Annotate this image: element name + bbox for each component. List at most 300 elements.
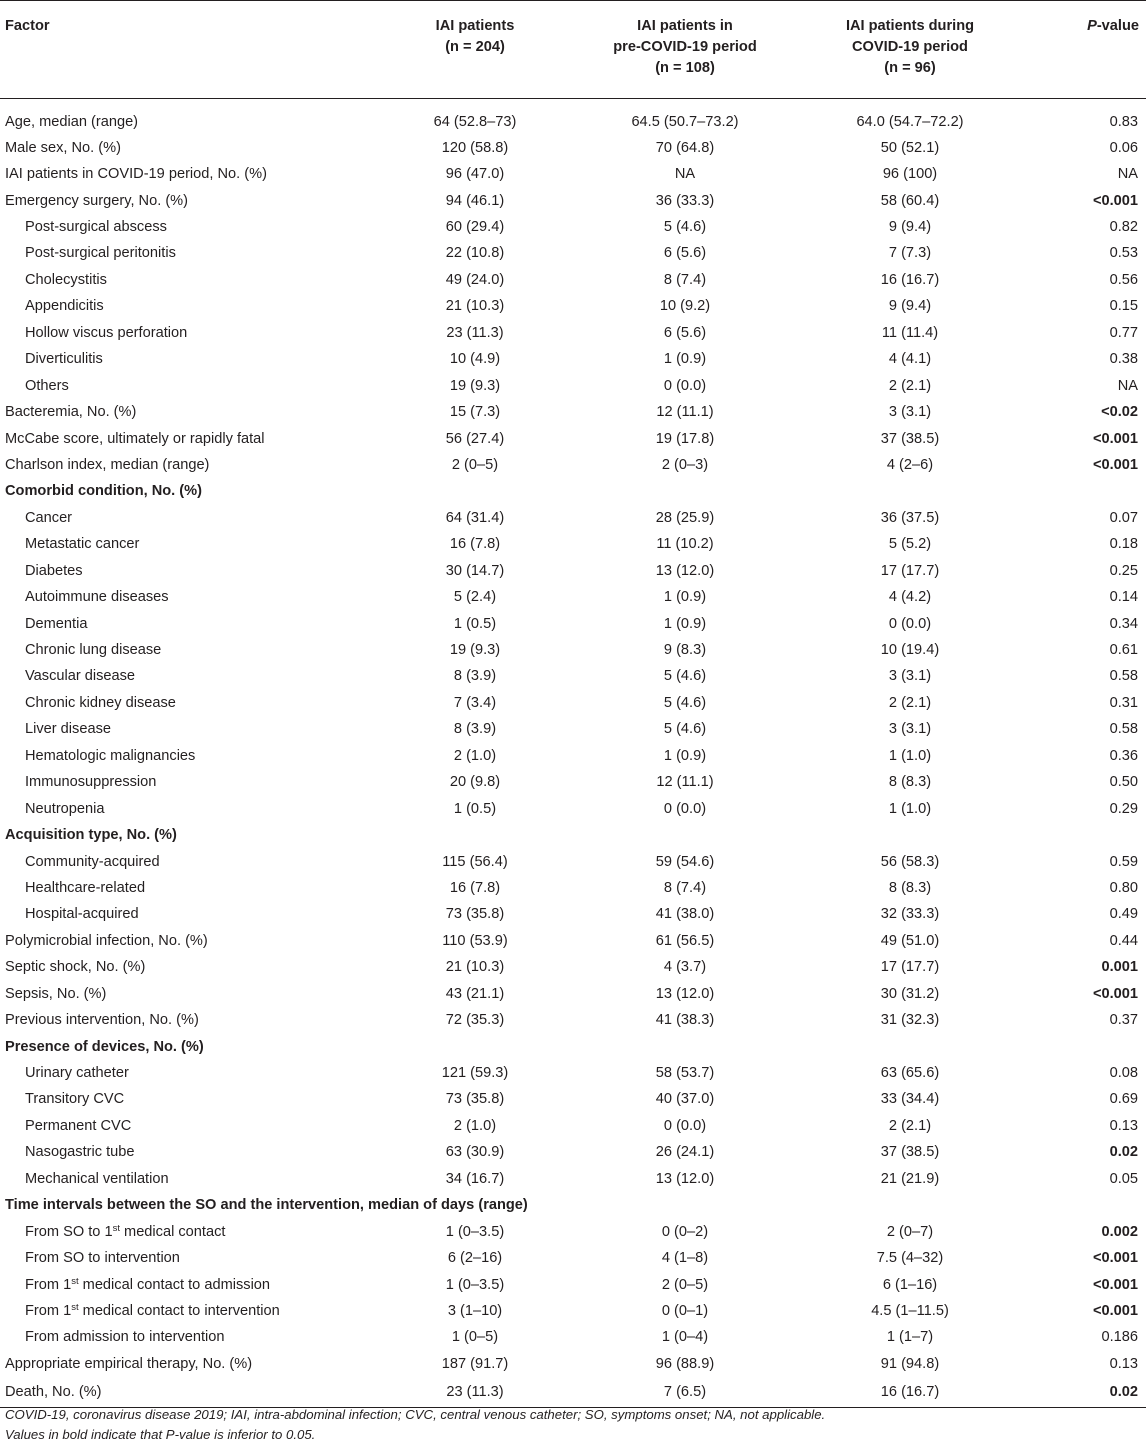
p-value-cell: 0.13 <box>1109 1355 1138 1372</box>
during-covid-cell: 8 (8.3) <box>888 774 932 791</box>
p-value-cell: 0.80 <box>1109 879 1138 896</box>
during-covid-cell <box>800 1192 1020 1218</box>
table-row <box>0 187 1146 213</box>
during-covid-cell <box>800 822 1020 848</box>
p-value-cell: 0.53 <box>1109 245 1138 262</box>
all-patients-cell: 2 (0–5) <box>451 456 499 473</box>
all-patients-cell: 2 (1.0) <box>453 1117 497 1134</box>
factor-cell: From SO to 1st medical contact <box>25 1222 226 1240</box>
table-row <box>0 320 1146 346</box>
table-row <box>0 1298 1146 1324</box>
header-row <box>0 1 1146 99</box>
p-value-cell: 0.83 <box>1109 113 1138 130</box>
pre-covid-cell: 4 (1–8) <box>661 1250 709 1267</box>
table-body <box>0 99 1146 1408</box>
during-covid-cell: 50 (52.1) <box>880 139 940 156</box>
during-covid-cell: 3 (3.1) <box>888 668 932 685</box>
factor-cell: McCabe score, ultimately or rapidly fatal <box>5 430 265 447</box>
factor-cell: Hematologic malignancies <box>25 747 196 764</box>
table-row <box>0 584 1146 610</box>
table-row <box>0 558 1146 584</box>
header-during-covid: IAI patients during COVID-19 period (n = 96) <box>845 18 975 76</box>
pre-covid-cell: 13 (12.0) <box>655 562 715 579</box>
table-row <box>0 1139 1146 1165</box>
p-value-cell: 0.02 <box>1109 1144 1138 1161</box>
pre-covid-cell: NA <box>674 166 696 183</box>
pre-covid-cell: 19 (17.8) <box>655 430 715 447</box>
all-patients-cell: 115 (56.4) <box>442 853 508 870</box>
during-covid-cell: 17 (17.7) <box>880 959 940 976</box>
pre-covid-cell: 41 (38.0) <box>655 906 715 923</box>
factor-cell: Presence of devices, No. (%) <box>5 1038 204 1055</box>
factor-cell: Nasogastric tube <box>25 1144 135 1161</box>
pre-covid-cell: 8 (7.4) <box>663 879 707 896</box>
footnote-abbreviations: COVID-19, coronavirus disease 2019; IAI, intra-abdominal infection; CVC, central venous catheter; SO, symptoms onset; NA, not applicable. <box>5 1407 826 1422</box>
p-value-cell: 0.05 <box>1109 1170 1138 1187</box>
table-row <box>0 954 1146 980</box>
during-covid-cell: 4 (4.1) <box>888 351 932 368</box>
pre-covid-cell: 6 (5.6) <box>663 324 707 341</box>
during-covid-cell: 17 (17.7) <box>880 562 940 579</box>
all-patients-cell: 19 (9.3) <box>449 377 501 394</box>
during-covid-cell: 4 (4.2) <box>888 589 932 606</box>
all-patients-cell: 21 (10.3) <box>445 959 505 976</box>
factor-cell: Previous intervention, No. (%) <box>5 1012 199 1029</box>
during-covid-cell: 37 (38.5) <box>880 430 940 447</box>
during-covid-cell: 63 (65.6) <box>880 1065 940 1082</box>
pre-covid-cell: 59 (54.6) <box>655 853 715 870</box>
all-patients-cell: 22 (10.8) <box>445 245 505 262</box>
table-row <box>0 1324 1146 1350</box>
all-patients-cell <box>380 478 570 504</box>
p-value-cell: 0.58 <box>1109 721 1138 738</box>
p-value-cell: <0.001 <box>1092 1276 1138 1293</box>
all-patients-cell: 10 (4.9) <box>449 351 501 368</box>
table-row <box>0 240 1146 266</box>
table-row <box>0 425 1146 451</box>
p-value-cell: 0.77 <box>1109 324 1138 341</box>
pre-covid-cell: 64.5 (50.7–73.2) <box>631 113 739 130</box>
pre-covid-cell: 40 (37.0) <box>655 1091 715 1108</box>
table-row <box>0 769 1146 795</box>
table-row <box>0 505 1146 531</box>
table-row <box>0 795 1146 821</box>
table-row <box>0 928 1146 954</box>
p-value-cell: <0.001 <box>1092 1250 1138 1267</box>
factor-cell: Vascular disease <box>25 668 136 685</box>
header-all-patients: IAI patients (n = 204) <box>435 18 515 55</box>
factor-cell: Cancer <box>25 509 73 526</box>
p-value-cell: 0.186 <box>1101 1329 1138 1346</box>
factor-cell: Bacteremia, No. (%) <box>5 404 137 421</box>
all-patients-cell: 34 (16.7) <box>445 1170 505 1187</box>
all-patients-cell: 73 (35.8) <box>445 906 505 923</box>
factor-cell: Urinary catheter <box>25 1065 129 1082</box>
table-row <box>0 293 1146 319</box>
all-patients-cell: 110 (53.9) <box>442 932 508 949</box>
during-covid-cell: 49 (51.0) <box>880 932 940 949</box>
p-value-cell: 0.36 <box>1109 747 1138 764</box>
p-value-cell: 0.13 <box>1109 1117 1138 1134</box>
table-row <box>0 399 1146 425</box>
during-covid-cell <box>800 478 1020 504</box>
pre-covid-cell: 36 (33.3) <box>655 192 715 209</box>
pre-covid-cell: 12 (11.1) <box>656 774 714 791</box>
p-value-cell: 0.58 <box>1109 668 1138 685</box>
during-covid-cell: 58 (60.4) <box>880 192 940 209</box>
pre-covid-cell: 1 (0.9) <box>663 589 707 606</box>
p-value-cell: 0.15 <box>1109 298 1138 315</box>
all-patients-cell: 1 (0–5) <box>451 1329 499 1346</box>
p-value-cell: NA <box>1117 377 1138 394</box>
during-covid-cell: 4 (2–6) <box>886 456 934 473</box>
pre-covid-cell: 1 (0.9) <box>663 747 707 764</box>
factor-cell: Septic shock, No. (%) <box>5 959 146 976</box>
during-covid-cell: 7 (7.3) <box>888 245 932 262</box>
factor-cell: Neutropenia <box>25 800 105 817</box>
pre-covid-cell: 28 (25.9) <box>655 509 715 526</box>
factor-cell: Metastatic cancer <box>25 536 140 553</box>
table-row <box>0 637 1146 663</box>
factor-cell: From admission to intervention <box>25 1329 225 1346</box>
factor-cell: Charlson index, median (range) <box>5 456 210 473</box>
during-covid-cell: 21 (21.9) <box>880 1170 940 1187</box>
during-covid-cell: 91 (94.8) <box>880 1355 940 1372</box>
all-patients-cell: 20 (9.8) <box>449 774 501 791</box>
all-patients-cell: 60 (29.4) <box>445 219 505 236</box>
header-p-value: P-value <box>1087 18 1139 34</box>
factor-cell: From SO to intervention <box>25 1250 180 1267</box>
p-value-cell: 0.69 <box>1109 1091 1138 1108</box>
all-patients-cell: 5 (2.4) <box>453 589 497 606</box>
factor-cell: Liver disease <box>25 721 111 738</box>
pre-covid-cell: 6 (5.6) <box>663 245 707 262</box>
pre-covid-cell: 41 (38.3) <box>655 1012 715 1029</box>
factor-cell: Mechanical ventilation <box>25 1170 169 1187</box>
factor-cell: Cholecystitis <box>25 271 107 288</box>
pre-covid-cell <box>570 822 800 848</box>
p-value-cell: 0.61 <box>1109 642 1138 659</box>
pre-covid-cell: 5 (4.6) <box>663 219 707 236</box>
all-patients-cell: 94 (46.1) <box>445 192 505 209</box>
p-value-cell: 0.07 <box>1109 509 1138 526</box>
p-value-cell: 0.31 <box>1109 694 1138 711</box>
all-patients-cell: 64 (52.8–73) <box>433 113 517 130</box>
factor-cell: Chronic lung disease <box>25 642 162 659</box>
footnote-bold-values: Values in bold indicate that P-value is inferior to 0.05. <box>5 1427 316 1442</box>
all-patients-cell: 6 (2–16) <box>447 1250 503 1267</box>
all-patients-cell: 96 (47.0) <box>445 166 505 183</box>
section-row <box>0 822 1146 848</box>
during-covid-cell: 2 (0–7) <box>886 1223 934 1240</box>
factor-cell: Post-surgical peritonitis <box>25 245 176 262</box>
p-value-cell: 0.06 <box>1109 139 1138 156</box>
all-patients-cell: 19 (9.3) <box>449 642 501 659</box>
factor-cell: Appropriate empirical therapy, No. (%) <box>5 1355 253 1372</box>
factor-cell: Community-acquired <box>25 853 160 870</box>
p-value-cell: <0.001 <box>1092 1302 1138 1319</box>
all-patients-cell: 1 (0.5) <box>453 800 497 817</box>
during-covid-cell <box>800 1033 1020 1059</box>
factor-cell: Hollow viscus perforation <box>25 324 188 341</box>
during-covid-cell: 2 (2.1) <box>888 1117 932 1134</box>
all-patients-cell: 1 (0–3.5) <box>445 1223 505 1240</box>
p-value-cell: 0.82 <box>1109 219 1138 236</box>
p-value-cell: <0.001 <box>1092 430 1138 447</box>
pre-covid-cell: 26 (24.1) <box>655 1144 715 1161</box>
factor-cell: Acquisition type, No. (%) <box>5 827 177 844</box>
table-row <box>0 372 1146 398</box>
section-row <box>0 1033 1146 1059</box>
pre-covid-cell: 13 (12.0) <box>655 1170 715 1187</box>
factor-cell: Male sex, No. (%) <box>5 139 121 156</box>
table-row <box>0 214 1146 240</box>
table-row <box>0 531 1146 557</box>
p-value-cell: 0.002 <box>1101 1223 1138 1240</box>
p-value-cell: 0.37 <box>1109 1012 1138 1029</box>
during-covid-cell: 16 (16.7) <box>880 271 940 288</box>
header-pre-covid: IAI patients in pre-COVID-19 period (n = 108) <box>613 18 757 76</box>
all-patients-cell: 3 (1–10) <box>447 1302 503 1319</box>
pre-covid-cell: 13 (12.0) <box>655 985 715 1002</box>
pre-covid-cell: 5 (4.6) <box>663 694 707 711</box>
p-value-cell: 0.18 <box>1109 536 1138 553</box>
factor-cell: Polymicrobial infection, No. (%) <box>5 932 208 949</box>
p-value-cell: 0.59 <box>1109 853 1138 870</box>
all-patients-cell: 8 (3.9) <box>453 721 497 738</box>
all-patients-cell: 64 (31.4) <box>445 509 505 526</box>
during-covid-cell: 2 (2.1) <box>888 377 932 394</box>
all-patients-cell: 23 (11.3) <box>446 1383 504 1400</box>
section-row <box>0 1192 1146 1218</box>
p-value-cell <box>1020 822 1146 848</box>
pre-covid-cell: 5 (4.6) <box>663 668 707 685</box>
all-patients-cell: 1 (0.5) <box>453 615 497 632</box>
all-patients-cell: 8 (3.9) <box>453 668 497 685</box>
table-row <box>0 690 1146 716</box>
during-covid-cell: 3 (3.1) <box>888 404 932 421</box>
all-patients-cell: 121 (59.3) <box>441 1065 509 1082</box>
p-value-cell: <0.001 <box>1092 192 1138 209</box>
during-covid-cell: 64.0 (54.7–72.2) <box>856 113 964 130</box>
during-covid-cell: 16 (16.7) <box>880 1383 940 1400</box>
pre-covid-cell: 0 (0–2) <box>661 1223 709 1240</box>
table-row <box>0 1377 1146 1407</box>
p-value-cell: 0.50 <box>1109 774 1138 791</box>
table-row <box>0 716 1146 742</box>
p-value-cell: 0.34 <box>1109 615 1138 632</box>
factor-cell: Sepsis, No. (%) <box>5 985 107 1002</box>
p-value-cell: <0.001 <box>1092 456 1138 473</box>
pre-covid-cell: 12 (11.1) <box>656 404 714 421</box>
all-patients-cell: 21 (10.3) <box>445 298 505 315</box>
pre-covid-cell: 61 (56.5) <box>655 932 715 949</box>
table-row <box>0 1166 1146 1192</box>
section-row <box>0 478 1146 504</box>
factor-cell: Permanent CVC <box>25 1117 132 1134</box>
pre-covid-cell: 2 (0–5) <box>661 1276 709 1293</box>
pre-covid-cell <box>570 1033 800 1059</box>
table-header <box>0 1 1146 99</box>
during-covid-cell: 32 (33.3) <box>880 906 940 923</box>
table-row <box>0 1218 1146 1244</box>
p-value-cell: 0.001 <box>1101 959 1138 976</box>
table-row <box>0 1271 1146 1297</box>
table-row <box>0 135 1146 161</box>
during-covid-cell: 1 (1.0) <box>888 800 932 817</box>
factor-cell: Death, No. (%) <box>5 1383 102 1400</box>
all-patients-cell: 49 (24.0) <box>445 271 505 288</box>
factor-cell: Diverticulitis <box>25 351 103 368</box>
table-row <box>0 1060 1146 1086</box>
pre-covid-cell: 1 (0.9) <box>663 615 707 632</box>
p-value-cell: <0.001 <box>1092 985 1138 1002</box>
pre-covid-cell <box>570 1192 800 1218</box>
all-patients-cell: 7 (3.4) <box>453 694 497 711</box>
pre-covid-cell: 0 (0–1) <box>661 1302 709 1319</box>
p-value-cell: <0.02 <box>1101 404 1138 421</box>
table-row <box>0 161 1146 187</box>
table-row <box>0 346 1146 372</box>
pre-covid-cell: 0 (0.0) <box>663 800 707 817</box>
during-covid-cell: 0 (0.0) <box>888 615 932 632</box>
pre-covid-cell: 96 (88.9) <box>655 1355 715 1372</box>
pre-covid-cell: 7 (6.5) <box>663 1383 707 1400</box>
p-value-cell: 0.25 <box>1109 562 1138 579</box>
p-value-cell: 0.08 <box>1109 1065 1138 1082</box>
p-value-cell: 0.02 <box>1109 1383 1138 1400</box>
during-covid-cell: 8 (8.3) <box>888 879 932 896</box>
table-row <box>0 610 1146 636</box>
during-covid-cell: 11 (11.4) <box>881 324 939 341</box>
pre-covid-cell: 5 (4.6) <box>663 721 707 738</box>
factor-cell: Diabetes <box>25 562 83 579</box>
pre-covid-cell: 11 (10.2) <box>656 536 714 553</box>
table-row <box>0 875 1146 901</box>
table-row <box>0 901 1146 927</box>
header-factor: Factor <box>5 18 50 34</box>
during-covid-cell: 5 (5.2) <box>888 536 932 553</box>
pre-covid-cell: 1 (0–4) <box>661 1329 709 1346</box>
all-patients-cell: 56 (27.4) <box>445 430 505 447</box>
p-value-cell: 0.14 <box>1109 589 1138 606</box>
pre-covid-cell: 9 (8.3) <box>663 642 707 659</box>
pre-covid-cell: 8 (7.4) <box>663 271 707 288</box>
during-covid-cell: 33 (34.4) <box>880 1091 940 1108</box>
during-covid-cell: 9 (9.4) <box>888 298 932 315</box>
table-row <box>0 1245 1146 1271</box>
pre-covid-cell <box>570 478 800 504</box>
p-value-cell: 0.49 <box>1109 906 1138 923</box>
table-row <box>0 848 1146 874</box>
all-patients-cell: 16 (7.8) <box>449 536 501 553</box>
all-patients-cell: 15 (7.3) <box>449 404 501 421</box>
table-row <box>0 1007 1146 1033</box>
factor-cell: Dementia <box>25 615 88 632</box>
factor-cell: Comorbid condition, No. (%) <box>5 483 202 500</box>
all-patients-cell: 120 (58.8) <box>441 139 509 156</box>
p-value-cell <box>1020 478 1146 504</box>
table-row <box>0 981 1146 1007</box>
all-patients-cell: 72 (35.3) <box>445 1012 505 1029</box>
all-patients-cell: 43 (21.1) <box>445 985 505 1002</box>
factor-cell: Immunosuppression <box>25 774 157 791</box>
during-covid-cell: 3 (3.1) <box>888 721 932 738</box>
factor-cell: Autoimmune diseases <box>25 589 169 606</box>
during-covid-cell: 1 (1.0) <box>888 747 932 764</box>
factor-cell: Transitory CVC <box>25 1091 125 1108</box>
during-covid-cell: 36 (37.5) <box>880 509 940 526</box>
p-value-cell <box>1020 1192 1146 1218</box>
factor-cell: Healthcare-related <box>25 879 146 896</box>
all-patients-cell <box>380 1033 570 1059</box>
table-row <box>0 1351 1146 1377</box>
during-covid-cell: 4.5 (1–11.5) <box>871 1302 949 1319</box>
during-covid-cell: 6 (1–16) <box>882 1276 938 1293</box>
table-row <box>0 99 1146 135</box>
table-row <box>0 1086 1146 1112</box>
factor-cell: Emergency surgery, No. (%) <box>5 192 189 209</box>
table-row <box>0 452 1146 478</box>
factor-cell: Age, median (range) <box>5 113 139 130</box>
during-covid-cell: 31 (32.3) <box>880 1012 940 1029</box>
p-value-cell <box>1020 1033 1146 1059</box>
factor-cell: Chronic kidney disease <box>25 694 176 711</box>
all-patients-cell: 30 (14.7) <box>445 562 505 579</box>
during-covid-cell: 2 (2.1) <box>888 694 932 711</box>
all-patients-cell: 2 (1.0) <box>453 747 497 764</box>
all-patients-cell: 73 (35.8) <box>445 1091 505 1108</box>
all-patients-cell: 23 (11.3) <box>446 324 504 341</box>
during-covid-cell: 37 (38.5) <box>880 1144 940 1161</box>
during-covid-cell: 1 (1–7) <box>886 1329 934 1346</box>
during-covid-cell: 96 (100) <box>882 166 938 183</box>
during-covid-cell: 10 (19.4) <box>880 642 940 659</box>
factor-cell: Time intervals between the SO and the intervention, median of days (range) <box>5 1197 528 1214</box>
p-value-cell: 0.29 <box>1109 800 1138 817</box>
factor-cell: From 1st medical contact to admission <box>25 1275 271 1293</box>
all-patients-cell: 16 (7.8) <box>449 879 501 896</box>
pre-covid-cell: 0 (0.0) <box>663 377 707 394</box>
during-covid-cell: 7.5 (4–32) <box>876 1250 944 1267</box>
all-patients-cell: 1 (0–3.5) <box>445 1276 505 1293</box>
table-row <box>0 1113 1146 1139</box>
table-row <box>0 267 1146 293</box>
table-row <box>0 663 1146 689</box>
pre-covid-cell: 2 (0–3) <box>661 456 709 473</box>
during-covid-cell: 56 (58.3) <box>880 853 940 870</box>
all-patients-cell: 187 (91.7) <box>441 1355 509 1372</box>
pre-covid-cell: 10 (9.2) <box>659 298 711 315</box>
factor-cell: Appendicitis <box>25 298 104 315</box>
factor-cell: From 1st medical contact to intervention <box>25 1301 280 1319</box>
table-row <box>0 743 1146 769</box>
pre-covid-cell: 1 (0.9) <box>663 351 707 368</box>
p-value-cell: NA <box>1117 166 1138 183</box>
factor-cell: Others <box>25 377 69 394</box>
all-patients-cell: 63 (30.9) <box>445 1144 505 1161</box>
during-covid-cell: 9 (9.4) <box>888 219 932 236</box>
p-value-cell: 0.38 <box>1109 351 1138 368</box>
during-covid-cell: 30 (31.2) <box>880 985 940 1002</box>
p-value-cell: 0.44 <box>1109 932 1138 949</box>
pre-covid-cell: 4 (3.7) <box>663 959 707 976</box>
all-patients-cell <box>380 822 570 848</box>
pre-covid-cell: 58 (53.7) <box>655 1065 715 1082</box>
p-value-cell: 0.56 <box>1109 271 1138 288</box>
pre-covid-cell: 70 (64.8) <box>655 139 715 156</box>
pre-covid-cell: 0 (0.0) <box>663 1117 707 1134</box>
